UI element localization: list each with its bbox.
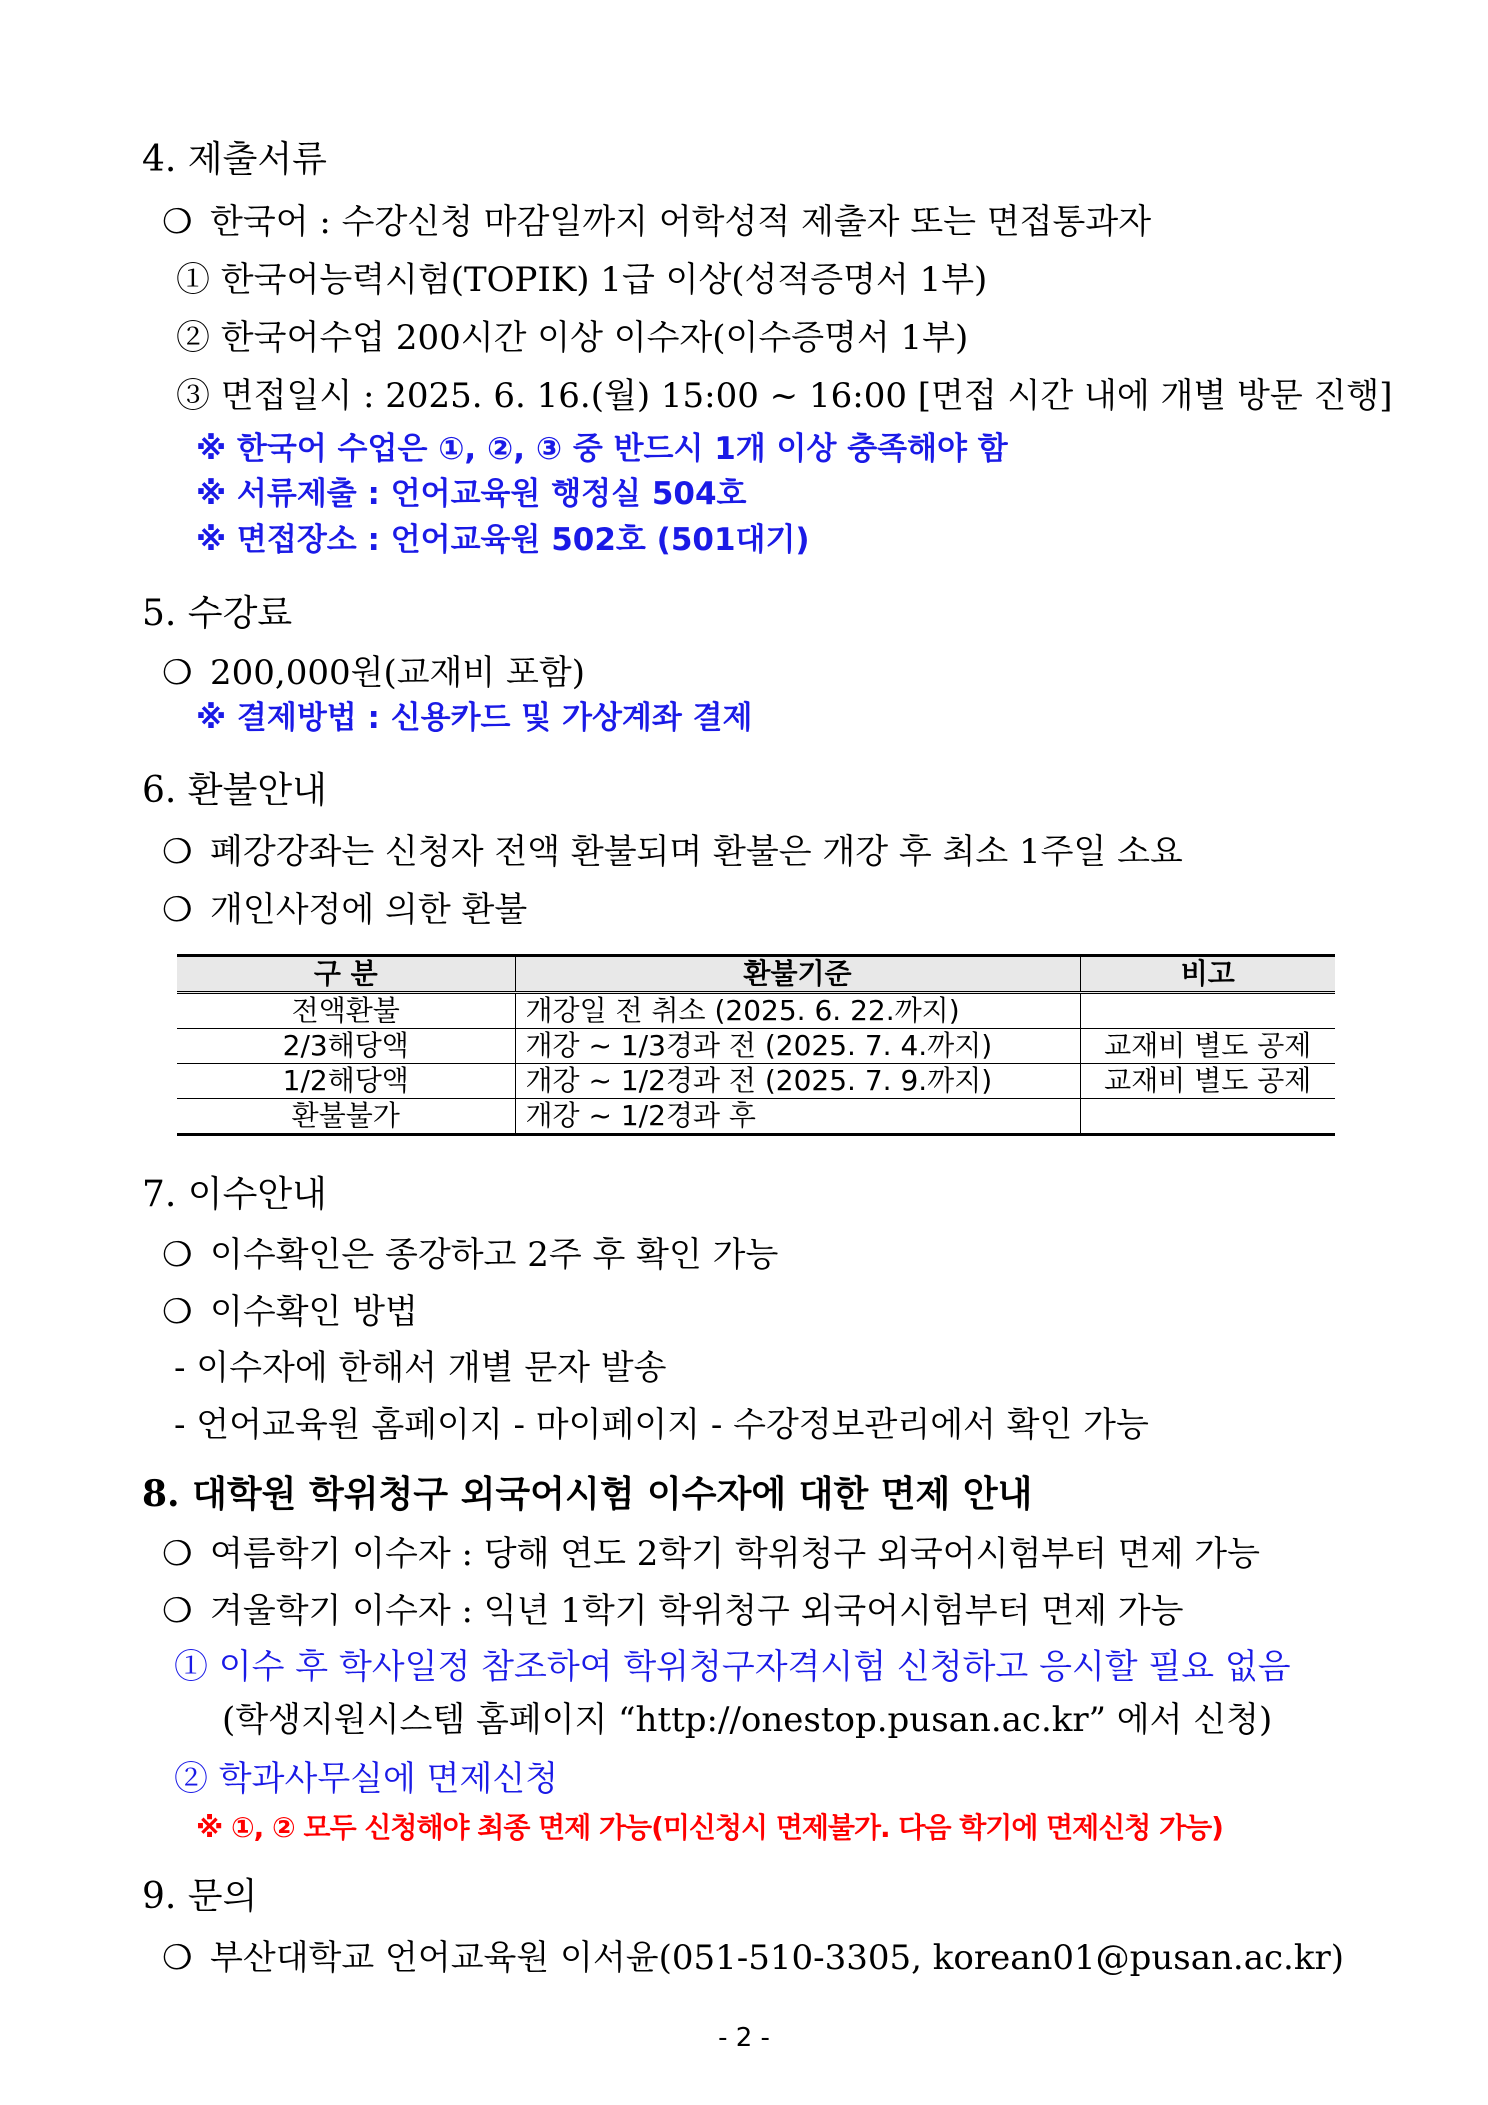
bullet-icon: ❍: [162, 653, 193, 693]
s8-bullet-2-text: 겨울학기 이수자 : 익년 1학기 학위청구 외국어시험부터 면제 가능: [210, 1591, 1184, 1631]
refund-table: [177, 954, 1335, 1136]
table-row: [177, 993, 1335, 1029]
s4-note-3: ※ 면접장소 : 언어교육원 502호 (501대기): [196, 522, 810, 558]
table-cell: 2/3해당액: [177, 1029, 515, 1064]
bullet-icon: ❍: [162, 890, 193, 930]
table-cell: 교재비 별도 공제: [1080, 1064, 1335, 1099]
table-header-cell: 구 분: [177, 956, 515, 993]
s8-note-1: ※ ①, ② 모두 신청해야 최종 면제 가능(미신청시 면제불가. 다음 학기에 면제신청 가능): [196, 1811, 1223, 1844]
s7-dash-1: - 이수자에 한해서 개별 문자 발송: [174, 1348, 667, 1388]
s9-bullet-1-text: 부산대학교 언어교육원 이서윤(051-510-3305, korean01@pusan.ac.kr): [210, 1938, 1344, 1978]
table-cell: 개강 ~ 1/3경과 전 (2025. 7. 4.까지): [515, 1029, 1080, 1064]
s8-item-1: ① 이수 후 학사일정 참조하여 학위청구자격시험 신청하고 응시할 필요 없음: [174, 1647, 1291, 1687]
s7-bullet-2: [162, 1292, 418, 1332]
table-cell: [1080, 993, 1335, 1029]
s6-bullet-2-text: 개인사정에 의한 환불: [210, 890, 528, 930]
table-cell: 1/2해당액: [177, 1064, 515, 1099]
s7-dash-2: - 언어교육원 홈페이지 - 마이페이지 - 수강정보관리에서 확인 가능: [174, 1405, 1149, 1445]
table-row: [177, 1099, 1335, 1135]
s4-note-1: ※ 한국어 수업은 ①, ②, ③ 중 반드시 1개 이상 충족해야 함: [196, 431, 1008, 467]
s8-bullet-1: [162, 1534, 1260, 1574]
table-cell: [1080, 1099, 1335, 1135]
bullet-icon: ❍: [162, 202, 193, 242]
table-cell: 환불불가: [177, 1099, 515, 1135]
s5-bullet-1: [162, 653, 585, 693]
s6-bullet-1: [162, 832, 1183, 872]
bullet-icon: ❍: [162, 1938, 193, 1978]
section-5-title: 5. 수강료: [142, 593, 293, 634]
table-header-row: [177, 956, 1335, 993]
s9-bullet-1: [162, 1938, 1344, 1978]
table-row: [177, 1029, 1335, 1064]
bullet-icon: ❍: [162, 1591, 193, 1631]
table-cell: 교재비 별도 공제: [1080, 1029, 1335, 1064]
bullet-icon: ❍: [162, 832, 193, 872]
s7-bullet-1: [162, 1235, 779, 1275]
s8-bullet-2: [162, 1591, 1184, 1631]
s4-bullet-1-text: 한국어 : 수강신청 마감일까지 어학성적 제출자 또는 면접통과자: [210, 202, 1152, 242]
s4-bullet-1: [162, 202, 1152, 242]
s5-note-1: ※ 결제방법 : 신용카드 및 가상계좌 결제: [196, 700, 753, 736]
table-cell: 전액환불: [177, 993, 515, 1029]
page-number: - 2 -: [718, 2023, 770, 2053]
table-row: [177, 1064, 1335, 1099]
s4-item-1: ① 한국어능력시험(TOPIK) 1급 이상(성적증명서 1부): [176, 260, 988, 300]
bullet-icon: ❍: [162, 1235, 193, 1275]
s6-bullet-2: [162, 890, 528, 930]
s4-note-2: ※ 서류제출 : 언어교육원 행정실 504호: [196, 476, 747, 512]
table-cell: 개강 ~ 1/2경과 후: [515, 1099, 1080, 1135]
section-6-title: 6. 환불안내: [142, 770, 327, 811]
section-4-title: 4. 제출서류: [142, 139, 327, 180]
table-header-cell: 비고: [1080, 956, 1335, 993]
s4-item-2: ② 한국어수업 200시간 이상 이수자(이수증명서 1부): [176, 318, 969, 358]
s8-item-2: ② 학과사무실에 면제신청: [174, 1759, 559, 1799]
s8-bullet-1-text: 여름학기 이수자 : 당해 연도 2학기 학위청구 외국어시험부터 면제 가능: [210, 1534, 1260, 1574]
bullet-icon: ❍: [162, 1292, 193, 1332]
s6-bullet-1-text: 폐강강좌는 신청자 전액 환불되며 환불은 개강 후 최소 1주일 소요: [210, 832, 1183, 872]
table-header-cell: 환불기준: [515, 956, 1080, 993]
s7-bullet-1-text: 이수확인은 종강하고 2주 후 확인 가능: [210, 1235, 779, 1275]
table-cell: 개강 ~ 1/2경과 전 (2025. 7. 9.까지): [515, 1064, 1080, 1099]
s7-bullet-2-text: 이수확인 방법: [210, 1292, 418, 1332]
s4-item-3: ③ 면접일시 : 2025. 6. 16.(월) 15:00 ~ 16:00 [면접 시간 내에 개별 방문 진행]: [176, 376, 1393, 416]
s8-item-1-detail: (학생지원시스템 홈페이지 “http://onestop.pusan.ac.kr” 에서 신청): [222, 1700, 1273, 1740]
s5-bullet-1-text: 200,000원(교재비 포함): [210, 653, 585, 693]
section-9-title: 9. 문의: [142, 1876, 258, 1917]
table-cell: 개강일 전 취소 (2025. 6. 22.까지): [515, 993, 1080, 1029]
bullet-icon: ❍: [162, 1534, 193, 1574]
section-8-title: 8. 대학원 학위청구 외국어시험 이수자에 대한 면제 안내: [142, 1473, 1033, 1515]
section-7-title: 7. 이수안내: [142, 1174, 327, 1215]
